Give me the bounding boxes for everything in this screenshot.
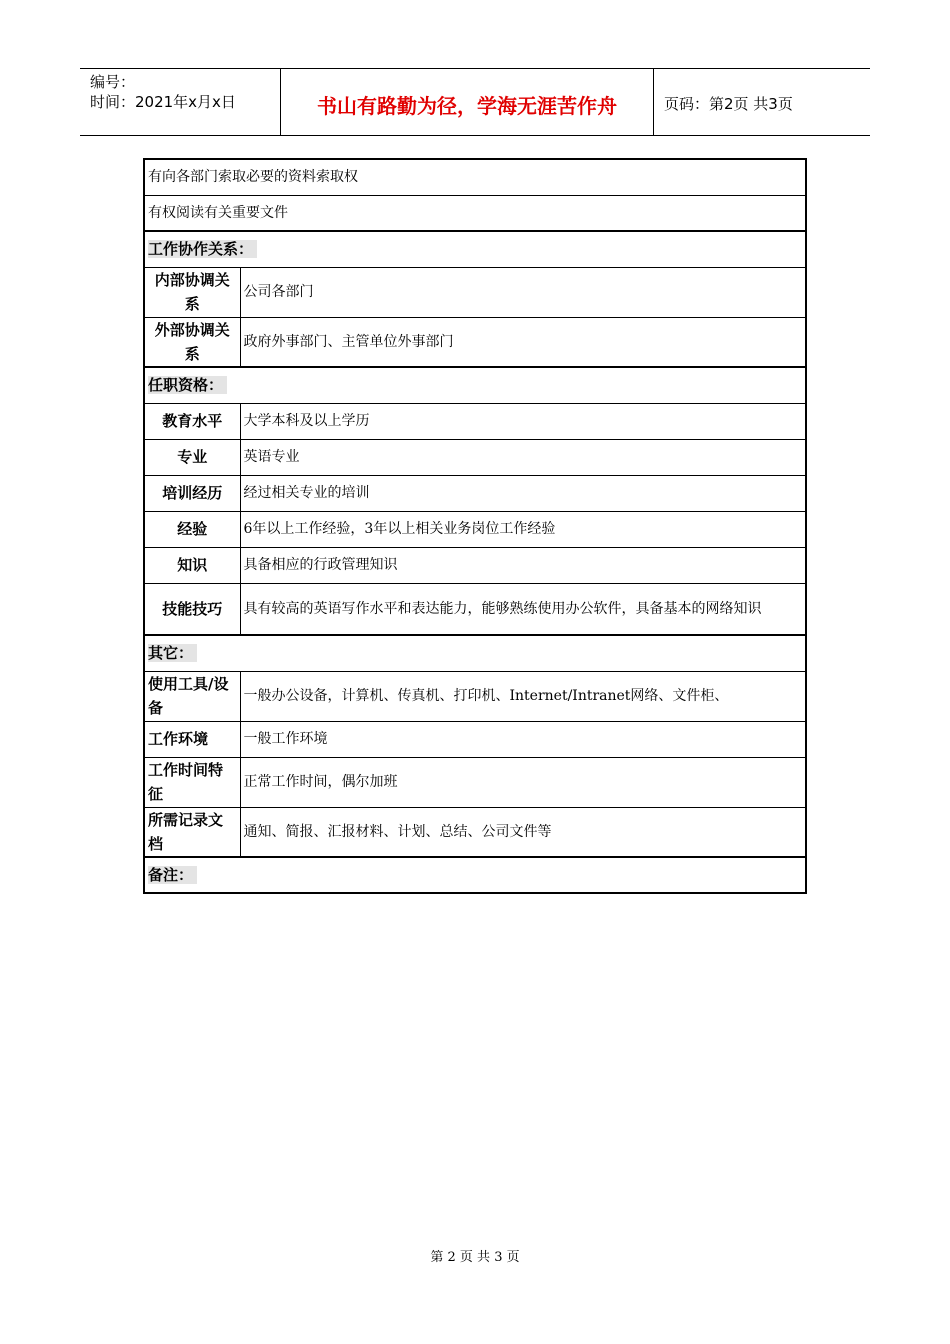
- row-value: 一般工作环境: [240, 721, 806, 757]
- table-row: [144, 721, 806, 757]
- row-value: 英语专业: [240, 439, 806, 475]
- table-row: [144, 583, 806, 635]
- section-qualifications: [144, 367, 806, 403]
- row-label: 知识: [144, 547, 240, 583]
- row-label: 教育水平: [144, 403, 240, 439]
- row-value: 通知、简报、汇报材料、计划、总结、公司文件等: [240, 807, 806, 857]
- header-page-info: 页码：第2页 共3页: [664, 94, 793, 113]
- row-label: 经验: [144, 511, 240, 547]
- row-label: 培训经历: [144, 475, 240, 511]
- section-title: 任职资格：: [148, 376, 227, 394]
- document-number-label: 编号：: [90, 73, 136, 91]
- section-other: [144, 635, 806, 671]
- table-row: [144, 757, 806, 807]
- table-row: [144, 439, 806, 475]
- table-row: [144, 671, 806, 721]
- row-label: 外部协调关系: [144, 317, 240, 367]
- row-value: 公司各部门: [240, 267, 806, 317]
- row-value: 经过相关专业的培训: [240, 475, 806, 511]
- table-row: [144, 807, 806, 857]
- table-row: [144, 511, 806, 547]
- row-label: 内部协调关系: [144, 267, 240, 317]
- row-label: 工作环境: [144, 721, 240, 757]
- rights-row: [144, 159, 806, 195]
- row-value: 具备相应的行政管理知识: [240, 547, 806, 583]
- table-row: [144, 475, 806, 511]
- rights-item: 有权阅读有关重要文件: [144, 195, 806, 231]
- table-row: [144, 547, 806, 583]
- row-label: 所需记录文档: [144, 807, 240, 857]
- table-row: [144, 267, 806, 317]
- row-label: 专业: [144, 439, 240, 475]
- section-title: 其它：: [148, 644, 197, 662]
- page-footer: 第 2 页 共 3 页: [430, 1250, 520, 1265]
- table-row: [144, 403, 806, 439]
- row-value: 具有较高的英语写作水平和表达能力，能够熟练使用办公软件，具备基本的网络知识: [240, 583, 806, 635]
- row-label: 技能技巧: [144, 583, 240, 635]
- row-value: 正常工作时间，偶尔加班: [240, 757, 806, 807]
- rights-item: 有向各部门索取必要的资料索取权: [144, 159, 806, 195]
- row-value: 大学本科及以上学历: [240, 403, 806, 439]
- header-meta: [80, 69, 281, 135]
- table-row: [144, 317, 806, 367]
- job-description-table: [143, 158, 807, 894]
- section-remarks: [144, 857, 806, 893]
- page-header: [80, 68, 870, 136]
- section-coordination: [144, 231, 806, 267]
- row-value: 6年以上工作经验，3年以上相关业务岗位工作经验: [240, 511, 806, 547]
- row-value: 一般办公设备，计算机、传真机、打印机、Internet/Intranet网络、文件柜、: [240, 671, 806, 721]
- document-date: 时间：2021年x月x日: [90, 93, 236, 111]
- section-title: 备注：: [148, 866, 197, 884]
- section-title: 工作协作关系：: [148, 240, 257, 258]
- header-motto: 书山有路勤为径，学海无涯苦作舟: [281, 69, 654, 135]
- row-value: 政府外事部门、主管单位外事部门: [240, 317, 806, 367]
- row-label: 工作时间特征: [144, 757, 240, 807]
- rights-row: [144, 195, 806, 231]
- row-label: 使用工具/设备: [144, 671, 240, 721]
